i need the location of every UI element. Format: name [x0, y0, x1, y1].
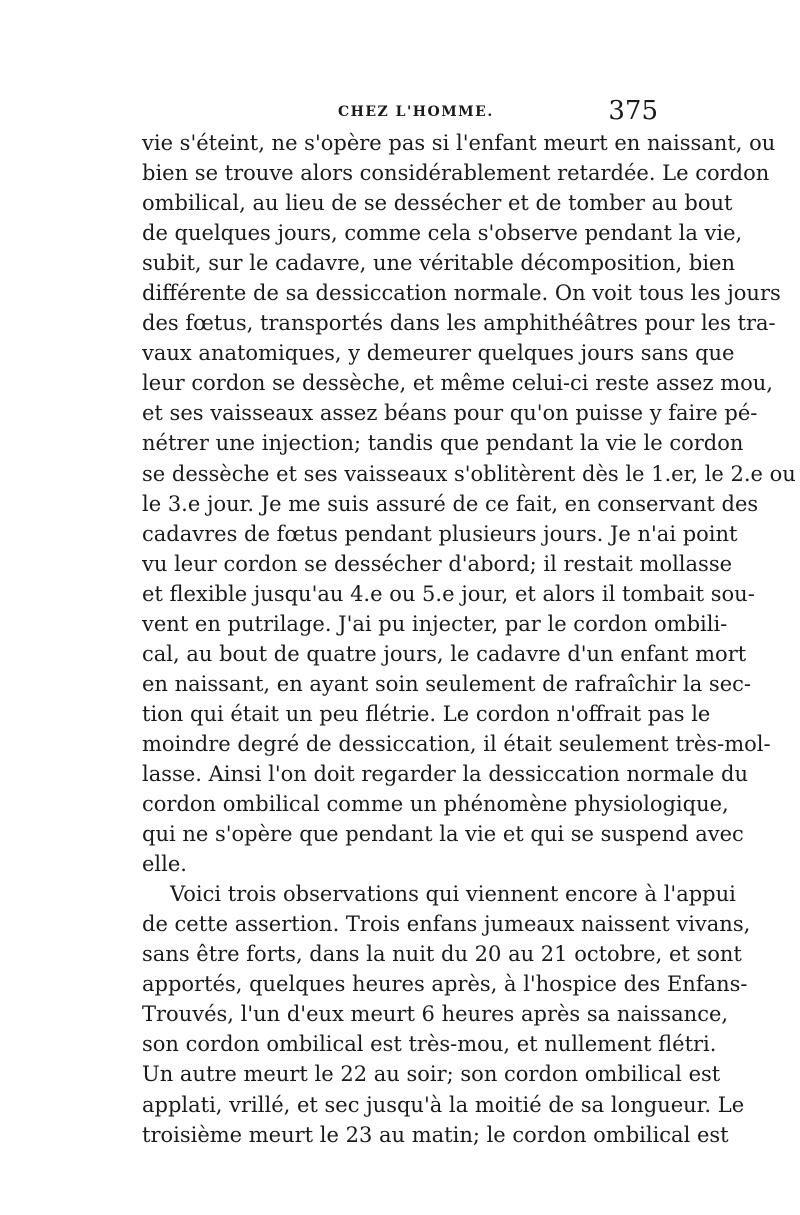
text-line: cordon ombilical comme un phénomène physiologique,: [142, 792, 729, 817]
text-line: tion qui était un peu flétrie. Le cordon n'offrait pas le: [142, 701, 711, 726]
text-line: en naissant, en ayant soin seulement de rafraîchir la sec-: [142, 671, 751, 696]
text-line: cal, au bout de quatre jours, le cadavre d'un enfant mort: [142, 641, 747, 666]
text-line: apportés, quelques heures après, à l'hospice des Enfans-: [142, 972, 748, 997]
text-line: lasse. Ainsi l'on doit regarder la dessiccation normale du: [142, 761, 748, 786]
page-header: [148, 96, 658, 126]
text-line: qui ne s'opère que pendant la vie et qui se suspend avec: [142, 822, 744, 847]
text-line: Un autre meurt le 22 au soir; son cordon ombilical est: [142, 1062, 721, 1087]
text-line: Trouvés, l'un d'eux meurt 6 heures après sa naissance,: [142, 1002, 729, 1027]
text-line: son cordon ombilical est très-mou, et nullement flétri.: [142, 1032, 717, 1057]
text-line: vie s'éteint, ne s'opère pas si l'enfant meurt en naissant, ou: [142, 131, 776, 155]
text-line: vent en putrilage. J'ai pu injecter, par le cordon ombili-: [142, 611, 728, 636]
text-line: subit, sur le cadavre, une véritable décomposition, bien: [142, 251, 735, 276]
text-line: se dessèche et ses vaisseaux s'oblitèrent dès le 1.er, le 2.e ou: [142, 461, 796, 486]
text-line: nétrer une injection; tandis que pendant la vie le cordon: [142, 431, 744, 456]
body-text: [142, 128, 796, 1150]
text-line: des fœtus, transportés dans les amphithéâtres pour les tra-: [142, 311, 776, 336]
text-line: sans être forts, dans la nuit du 20 au 21 octobre, et sont: [142, 942, 742, 967]
text-line: Voici trois observations qui viennent encore à l'appui: [170, 882, 736, 907]
text-line: de quelques jours, comme cela s'observe pendant la vie,: [142, 221, 743, 246]
text-line: et ses vaisseaux assez béans pour qu'on puisse y faire pé-: [142, 401, 758, 426]
text-line: applati, vrillé, et sec jusqu'à la moitié de sa longueur. Le: [142, 1092, 745, 1117]
text-line: cadavres de fœtus pendant plusieurs jours. Je n'ai point: [142, 521, 738, 546]
text-line: vu leur cordon se dessécher d'abord; il restait mollasse: [142, 551, 733, 576]
text-line: et flexible jusqu'au 4.e ou 5.e jour, et alors il tombait sou-: [142, 581, 755, 606]
text-line: bien se trouve alors considérablement retardée. Le cordon: [142, 161, 770, 186]
running-head: CHEZ L'HOMME.: [338, 104, 494, 120]
text-line: différente de sa dessiccation normale. On voit tous les jours: [142, 281, 781, 306]
text-line: elle.: [142, 852, 187, 877]
text-line: troisième meurt le 23 au matin; le cordon ombilical est: [142, 1122, 729, 1147]
text-line: moindre degré de dessiccation, il était seulement très-mol-: [142, 731, 771, 756]
text-line: de cette assertion. Trois enfans jumeaux naissent vivans,: [142, 912, 751, 937]
page-number: 375: [608, 96, 658, 126]
text-line: le 3.e jour. Je me suis assuré de ce fait, en conservant des: [142, 491, 759, 516]
text-line: leur cordon se dessèche, et même celui-ci reste assez mou,: [142, 371, 773, 396]
text-line: vaux anatomiques, y demeurer quelques jours sans que: [142, 341, 735, 366]
text-line: ombilical, au lieu de se dessécher et de tomber au bout: [142, 191, 733, 216]
